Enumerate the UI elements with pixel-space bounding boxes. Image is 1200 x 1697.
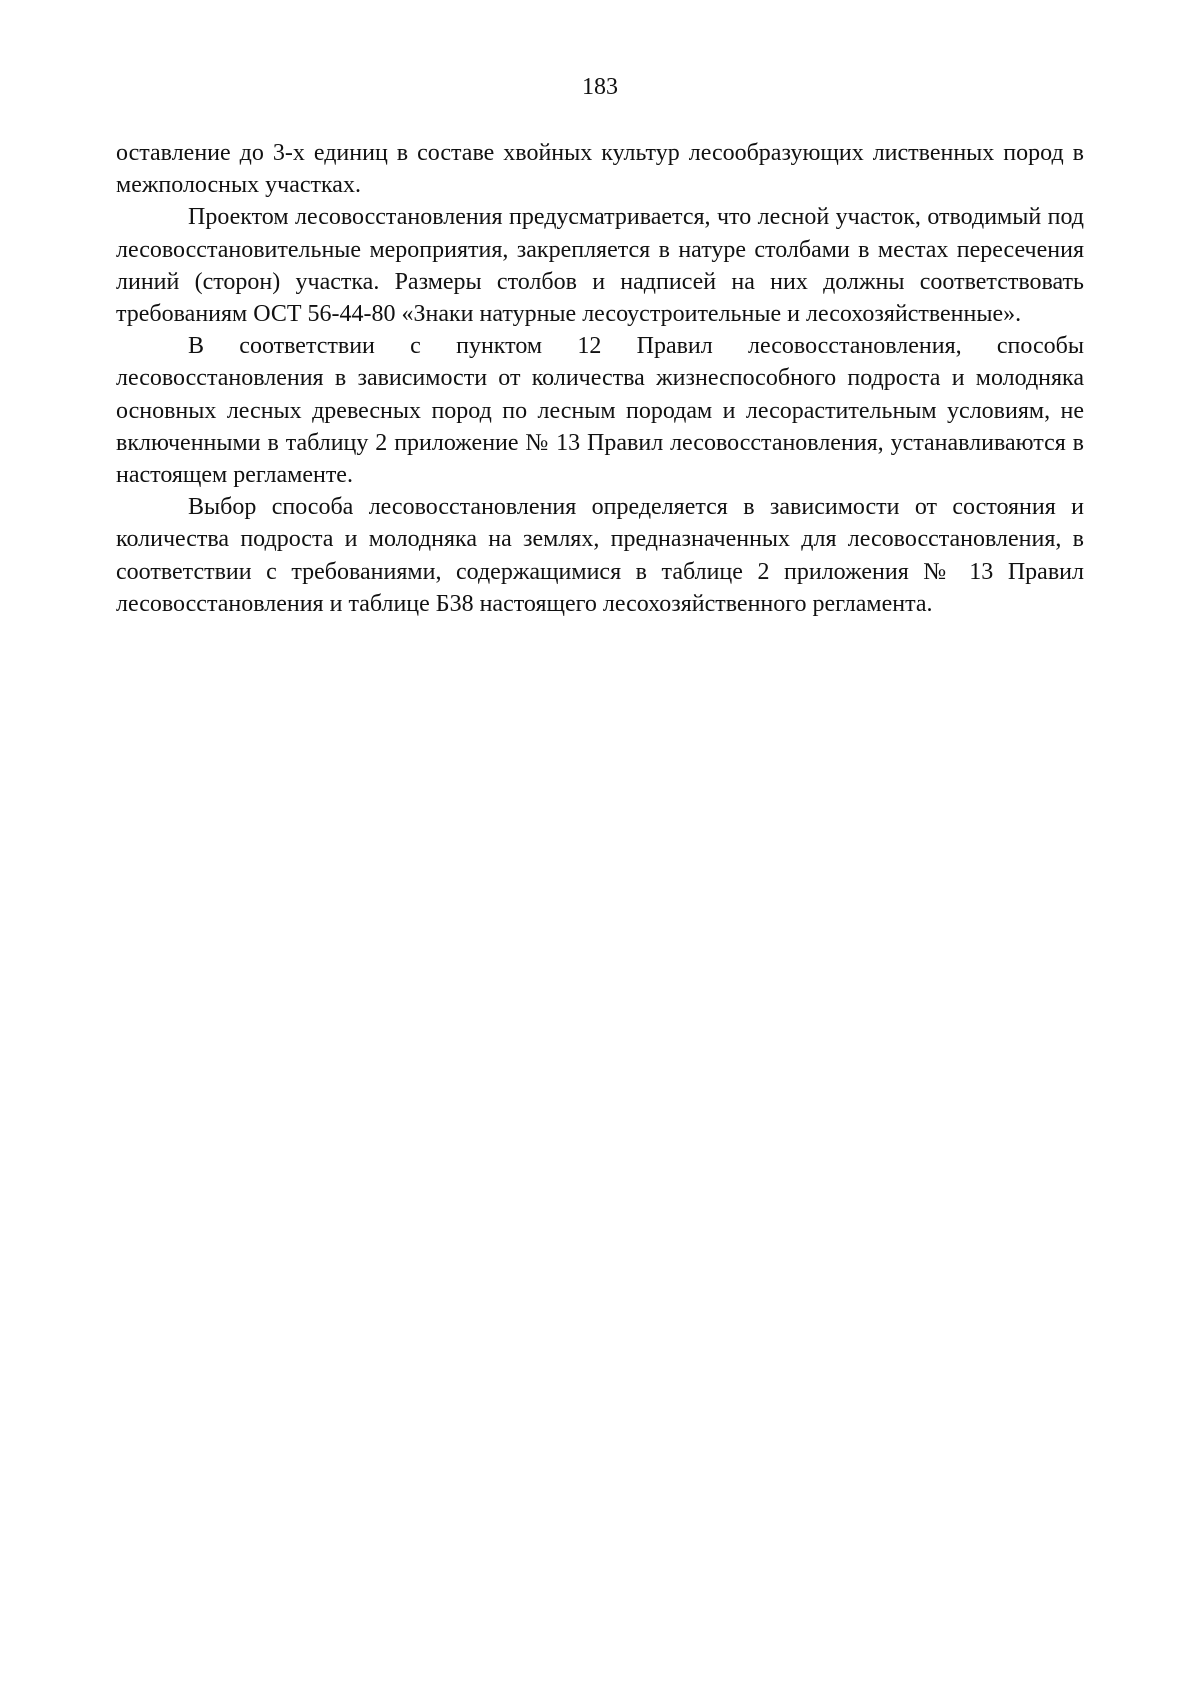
paragraph-reforestation-methods: В соответствии с пунктом 12 Правил лесовосстановления, способы лесовосстановления в зависимости от количества жизнеспособного подроста и молодняка основных лесных древесных пород по лесным породам и лесорастительным условиям, не включенными в таблицу 2 приложение № 13 Правил лесовосстановления, устанавливаются в настоящем регламенте. — [116, 333, 1084, 489]
document-body — [116, 137, 1084, 620]
page-number: 183 — [582, 74, 618, 100]
paragraph-boundary-marking: Проектом лесовосстановления предусматривается, что лесной участок, отводимый под лесовосстановительные мероприятия, закрепляется в натуре столбами в местах пересечения линий (сторон) участка. Размеры столбов и надписей на них должны соответствовать требованиям ОСТ 56-44-80 «Знаки натурные лесоустроительные и лесохозяйственные». — [116, 204, 1084, 328]
paragraph-method-selection: Выбор способа лесовосстановления определяется в зависимости от состояния и количества подроста и молодняка на землях, предназначенных для лесовосстановления, в соответствии с требованиями, содержащимися в таблице 2 приложения № 13 Правил лесовосстановления и таблице Б38 настоящего лесохозяйственного регламента. — [116, 494, 1084, 617]
paragraph-continuation: оставление до 3-х единиц в составе хвойных культур лесообразующих лиственных пород в межполосных участках. — [116, 140, 1084, 199]
